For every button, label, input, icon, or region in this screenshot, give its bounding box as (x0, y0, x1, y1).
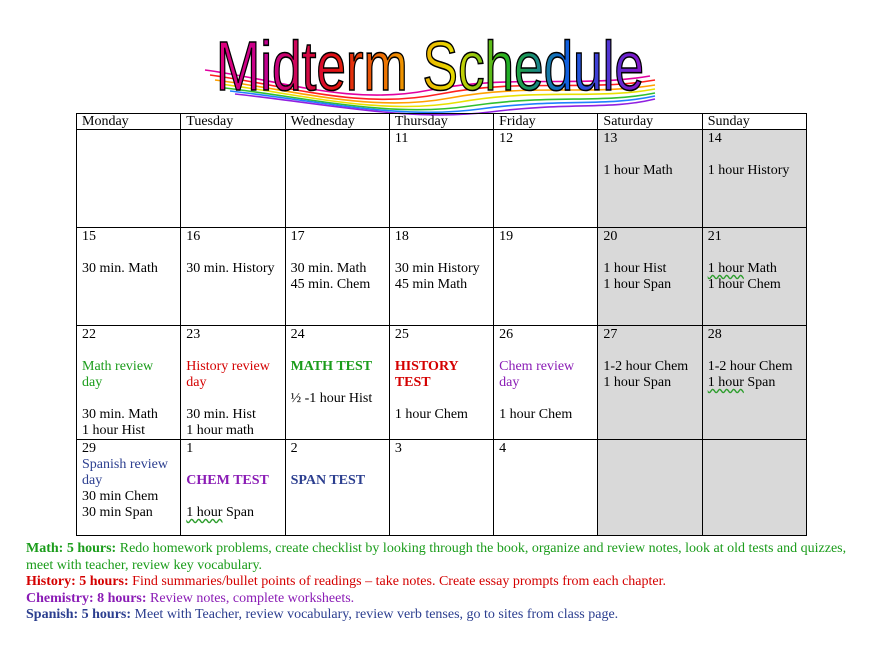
study-item: 30 min. Math (82, 261, 158, 276)
day-number: 27 (603, 327, 618, 342)
day-cell (285, 130, 389, 228)
review-day-label: Chem review day (499, 359, 575, 390)
subject-note (26, 541, 866, 574)
day-cell (285, 228, 389, 326)
day-cell (702, 440, 806, 536)
day-number: 2 (290, 441, 298, 456)
day-number: 11 (394, 131, 409, 146)
day-cell (389, 228, 493, 326)
day-number (708, 441, 801, 457)
day-cell (598, 326, 702, 440)
day-cell (598, 440, 702, 536)
review-day-label: History review day (186, 359, 270, 390)
day-number: 24 (290, 327, 305, 342)
test-label: SPAN TEST (290, 473, 366, 488)
day-cell (181, 440, 285, 536)
study-item: 1-2 hour Chem (603, 359, 689, 374)
study-item: ½ -1 hour Hist (290, 391, 373, 406)
day-cell (389, 440, 493, 536)
study-item: 30 min Chem (82, 489, 159, 504)
study-item: 1 hour Span (603, 277, 672, 292)
study-notes (26, 541, 866, 624)
day-number: 4 (499, 441, 507, 456)
day-cell (494, 130, 598, 228)
day-cell (77, 326, 181, 440)
study-item: 1 hour Chem (394, 407, 468, 422)
day-number: 3 (394, 441, 402, 456)
day-cell (181, 130, 285, 228)
day-cell (389, 130, 493, 228)
study-item: 1 hour Span (603, 375, 672, 390)
day-number: 17 (290, 229, 305, 244)
subject-note (26, 574, 866, 591)
review-day-label: Math review day (82, 359, 154, 390)
subject-note (26, 591, 866, 608)
study-item: 30 min. Math (290, 261, 367, 276)
test-label: CHEM TEST (186, 473, 269, 488)
day-number: 26 (499, 327, 514, 342)
day-header: Saturday (598, 114, 702, 130)
day-header: Sunday (702, 114, 806, 130)
subject-note-text: Review notes, complete worksheets. (146, 590, 355, 606)
page-title (200, 18, 660, 108)
day-cell (494, 326, 598, 440)
subject-note-label: Math: 5 hours: (26, 541, 117, 556)
day-header: Monday (77, 114, 181, 130)
day-header: Thursday (389, 114, 493, 130)
test-label: MATH TEST (290, 359, 373, 374)
day-cell (77, 130, 181, 228)
study-item: 1 hour Chem (707, 277, 781, 292)
day-number (603, 441, 696, 457)
study-item: 30 min. Math (82, 407, 158, 422)
study-item: 30 min. Hist (186, 407, 256, 422)
day-cell (285, 326, 389, 440)
calendar-header-row (77, 114, 807, 130)
study-item: 1 hour Math (707, 261, 777, 276)
study-item: 1 hour Hist (603, 261, 667, 276)
day-number: 16 (186, 229, 201, 244)
week-row (77, 130, 807, 228)
study-item: 30 min Span (82, 505, 153, 520)
day-number: 18 (394, 229, 409, 244)
study-item: 1 hour Span (186, 505, 254, 520)
day-number (186, 131, 279, 147)
day-number: 21 (707, 229, 722, 244)
day-number: 14 (707, 131, 722, 146)
week-row (77, 440, 807, 536)
review-day-label: Spanish review day (82, 457, 168, 488)
day-cell (181, 228, 285, 326)
day-cell (77, 440, 181, 536)
day-number (82, 131, 175, 147)
day-cell (389, 326, 493, 440)
calendar-table (76, 113, 807, 536)
day-cell (702, 130, 806, 228)
day-cell (702, 326, 806, 440)
day-number: 23 (186, 327, 201, 342)
study-item: 45 min Math (394, 277, 468, 292)
day-number: 22 (82, 327, 96, 342)
day-cell (181, 326, 285, 440)
study-item: 30 min. History (186, 261, 275, 276)
day-cell (494, 440, 598, 536)
day-cell (702, 228, 806, 326)
day-cell (494, 228, 598, 326)
day-number: 28 (707, 327, 722, 342)
study-item: 1 hour History (707, 163, 790, 178)
week-row (77, 228, 807, 326)
title-text: Midterm Schedule (216, 27, 644, 105)
subject-note-label: History: 5 hours: (26, 574, 129, 589)
study-item: 30 min History (394, 261, 480, 276)
day-header: Tuesday (181, 114, 285, 130)
subject-note-text: Redo homework problems, create checklist by looking through the book, organize and review notes, look at old tests and quizzes, meet with teacher, review key vocabulary. (26, 541, 847, 573)
subject-note-text: Find summaries/bullet points of readings – take notes. Create essay prompts from each chapter. (128, 574, 666, 589)
day-cell (598, 228, 702, 326)
test-label: HISTORY TEST (394, 359, 459, 390)
title-art (200, 18, 660, 108)
day-number: 1 (186, 441, 194, 456)
day-number: 12 (499, 131, 514, 146)
week-row (77, 326, 807, 440)
subject-note-label: Spanish: 5 hours: (26, 607, 132, 622)
day-number: 29 (82, 441, 96, 456)
day-number: 15 (82, 229, 96, 244)
study-item: 1 hour math (186, 423, 254, 438)
study-item: 1 hour Span (707, 375, 776, 390)
day-header: Wednesday (285, 114, 389, 130)
day-cell (77, 228, 181, 326)
study-item: 45 min. Chem (290, 277, 371, 292)
day-number (291, 131, 384, 147)
day-number: 20 (603, 229, 618, 244)
study-item: 1 hour Hist (82, 423, 145, 438)
day-cell (598, 130, 702, 228)
subject-note (26, 607, 866, 624)
day-number: 13 (603, 131, 618, 146)
day-number: 19 (499, 229, 514, 244)
day-number: 25 (394, 327, 409, 342)
study-item: 1 hour Chem (499, 407, 573, 422)
study-item: 1 hour Math (603, 163, 673, 178)
study-item: 1-2 hour Chem (707, 359, 793, 374)
day-cell (285, 440, 389, 536)
subject-note-label: Chemistry: 8 hours: (26, 590, 147, 606)
day-header: Friday (494, 114, 598, 130)
subject-note-text: Meet with Teacher, review vocabulary, review verb tenses, go to sites from class page. (131, 607, 619, 622)
